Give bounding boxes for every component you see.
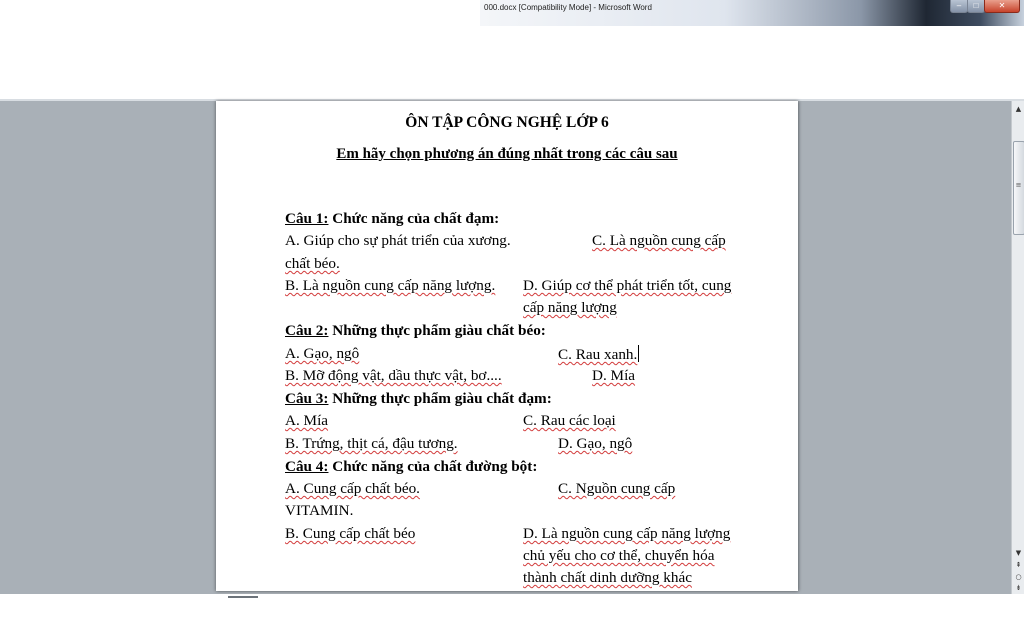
question-2-text: Những thực phẩm giàu chất béo:: [328, 322, 546, 339]
previous-page-icon[interactable]: ⇞: [1015, 561, 1022, 569]
grip-icon: ≡: [1015, 181, 1022, 189]
select-browse-object-icon[interactable]: ○: [1015, 573, 1022, 581]
q1-option-d-text: D. Giúp cơ thể phát triển tốt, cung: [523, 277, 732, 294]
q4-option-c: [558, 480, 675, 498]
scroll-up-icon[interactable]: ▲: [1015, 105, 1022, 113]
q4-option-d-text: D. Là nguồn cung cấp năng lượng: [523, 525, 731, 542]
q2-option-c: [558, 345, 639, 364]
q4-option-d-text-2: chủ yếu cho cơ thể, chuyển hóa: [523, 547, 715, 564]
q3-option-a: [285, 412, 328, 430]
q4-option-c-text: C. Nguồn cung cấp: [558, 480, 676, 497]
q4-option-a-text: A. Cung cấp chất béo.: [285, 480, 420, 497]
scroll-down-icon[interactable]: ▼: [1015, 549, 1022, 557]
q4-option-d-continued-2: [523, 569, 692, 587]
q3-option-d: [558, 435, 632, 453]
q1-option-d-text-2: cấp năng lượng: [523, 299, 617, 316]
q1-option-b: [285, 277, 495, 295]
q2-option-b-text: B. Mỡ động vật, dầu thực vật, bơ....: [285, 367, 502, 384]
maximize-button[interactable]: □: [967, 0, 985, 13]
q1-option-c-text: C. Là nguồn cung cấp: [592, 232, 726, 249]
question-2: [285, 322, 546, 340]
question-3: [285, 390, 552, 408]
q4-option-b-text: B. Cung cấp chất béo: [285, 525, 416, 542]
q1-option-c: [592, 232, 726, 250]
page-edge-mark: [228, 596, 258, 598]
next-page-icon[interactable]: ⇟: [1015, 584, 1022, 592]
q1-option-d: [523, 277, 731, 295]
q1-option-c-text-2: chất béo.: [285, 255, 340, 272]
q2-option-a: [285, 345, 359, 363]
question-1-text: Chức năng của chất đạm:: [328, 210, 500, 227]
question-1-label: Câu 1:: [285, 210, 329, 227]
question-4: [285, 458, 537, 476]
q2-option-d-text: D. Mía: [592, 367, 636, 384]
q3-option-d-text: D. Gạo, ngô: [558, 435, 633, 452]
question-2-label: Câu 2:: [285, 322, 329, 339]
question-1: [285, 210, 499, 228]
q3-option-b: [285, 435, 458, 453]
q1-option-d-continued: [523, 299, 617, 317]
status-area: [0, 594, 1024, 640]
q2-option-a-text: A. Gạo, ngô: [285, 345, 360, 362]
q1-option-c-continued: [285, 255, 340, 273]
q4-option-a: [285, 480, 420, 498]
q4-option-b: [285, 525, 415, 543]
window-title: 000.docx [Compatibility Mode] - Microsoft Word: [484, 3, 652, 12]
question-4-text: Chức năng của chất đường bột:: [328, 458, 538, 475]
question-3-label: Câu 3:: [285, 390, 329, 407]
q2-option-c-text: C. Rau xanh.: [558, 346, 638, 363]
close-button[interactable]: ✕: [984, 0, 1020, 13]
q1-option-b-text: B. Là nguồn cung cấp năng lượng.: [285, 277, 496, 294]
document-subtitle: Em hãy chọn phương án đúng nhất trong các câu sau: [336, 146, 678, 162]
text-cursor: [638, 345, 639, 362]
q4-option-d: [523, 525, 730, 543]
q3-option-c-text: C. Rau các loại: [523, 412, 616, 429]
document-title: ÔN TẬP CÔNG NGHỆ LỚP 6: [405, 114, 609, 131]
question-4-label: Câu 4:: [285, 458, 329, 475]
q3-option-c: [523, 412, 616, 430]
q2-option-b: [285, 367, 502, 385]
minimize-button[interactable]: –: [950, 0, 968, 13]
q2-option-d: [592, 367, 635, 385]
q3-option-a-text: A. Mía: [285, 412, 329, 429]
q4-option-d-text-3: thành chất dinh dưỡng khác: [523, 569, 692, 586]
question-3-text: Những thực phẩm giàu chất đạm:: [328, 390, 552, 407]
q1-option-a: A. Giúp cho sự phát triển của xương.: [285, 232, 511, 249]
q4-option-c-continued: VITAMIN.: [285, 502, 354, 519]
q4-option-d-continued: [523, 547, 714, 565]
vertical-scrollbar[interactable]: [1011, 101, 1024, 594]
q3-option-b-text: B. Trứng, thịt cá, đậu tương.: [285, 435, 458, 452]
document-page[interactable]: [216, 101, 798, 591]
title-bar: [480, 0, 1024, 26]
